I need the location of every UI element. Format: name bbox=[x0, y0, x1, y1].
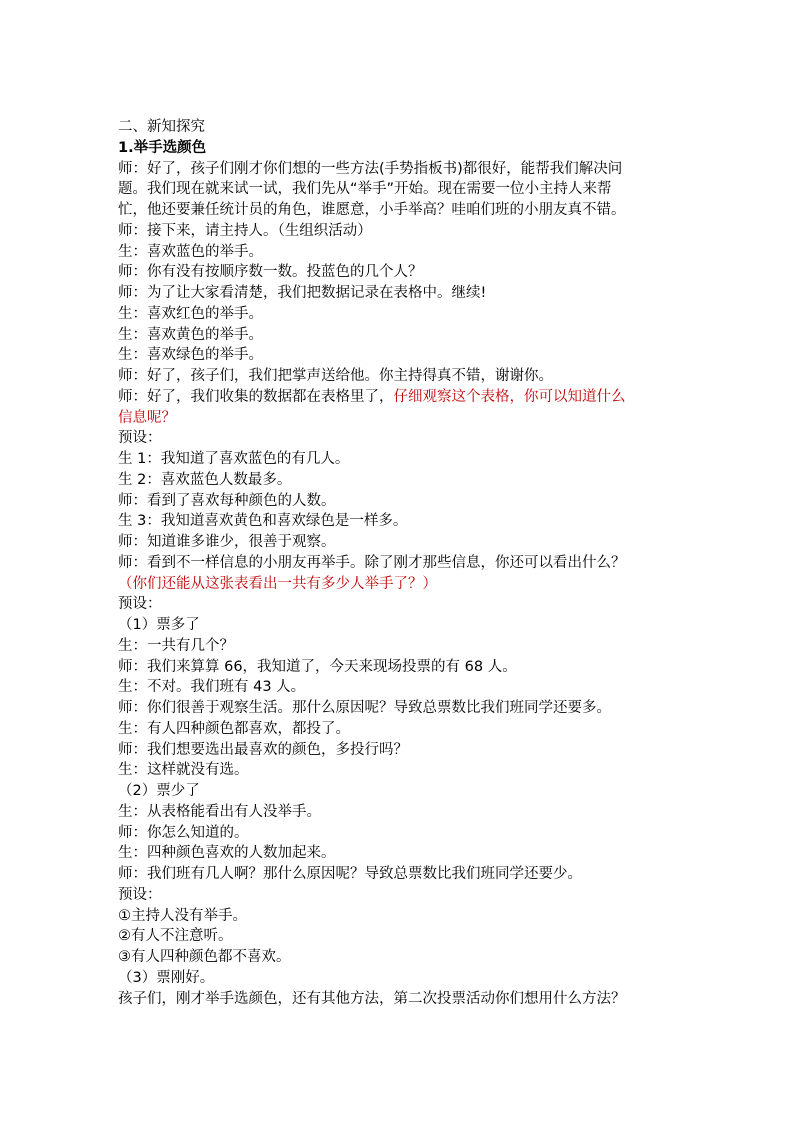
text-line: 预设： bbox=[118, 596, 162, 613]
text-segment: 师：好了，我们收集的数据都在表格里了， bbox=[118, 388, 394, 405]
text-line: 生：不对。我们班有 43 人。 bbox=[118, 679, 306, 696]
text-line: 师：看到不一样信息的小朋友再举手。除了刚才那些信息，你还可以看出什么？ bbox=[118, 554, 626, 571]
text-line: 生 3：我知道喜欢黄色和喜欢绿色是一样多。 bbox=[118, 513, 408, 530]
highlighted-question-continued: 信息呢？ bbox=[118, 409, 176, 426]
text-line: 师：我们来算算 66，我知道了，今天来现场投票的有 68 人。 bbox=[118, 658, 517, 675]
text-line: 生：一共有几个？ bbox=[118, 637, 234, 654]
text-line: （3）票刚好。 bbox=[118, 969, 215, 986]
text-line: 生：四种颜色喜欢的人数加起来。 bbox=[118, 845, 336, 862]
highlighted-question: 仔细观察这个表格，你可以知道什么 bbox=[393, 388, 626, 405]
text-line: 生：有人四种颜色都喜欢，都投了。 bbox=[118, 720, 350, 737]
text-line: 师：为了让大家看清楚，我们把数据记录在表格中。继续! bbox=[118, 285, 487, 301]
text-line: 生：喜欢红色的举手。 bbox=[118, 305, 263, 322]
text-line: 生：这样就没有选。 bbox=[118, 762, 249, 779]
text-line: 生：从表格能看出有人没举手。 bbox=[118, 803, 321, 820]
text-line: 师：看到了喜欢每种颜色的人数。 bbox=[118, 492, 336, 509]
text-line: 生 2：喜欢蓝色人数最多。 bbox=[118, 471, 292, 488]
text-line: 孩子们，刚才举手选颜色，还有其他方法，第二次投票活动你们想用什么方法？ bbox=[118, 990, 626, 1007]
section-title: 二、新知探究 bbox=[118, 119, 205, 135]
text-line: 题。我们现在就来试一试，我们先从“举手”开始。现在需要一位小主持人来帮 bbox=[118, 181, 612, 198]
text-line-mixed bbox=[118, 387, 678, 408]
text-line: 忙，他还要兼任统计员的角色，谁愿意，小手举高？哇咱们班的小朋友真不错。 bbox=[118, 202, 626, 218]
subsection-title: 1.举手选颜色 bbox=[118, 139, 207, 156]
text-line: ①主持人没有举手。 bbox=[118, 907, 247, 924]
text-line: 生：喜欢绿色的举手。 bbox=[118, 347, 263, 364]
text-line: 师：我们班有几人啊？那什么原因呢？导致总票数比我们班同学还要少。 bbox=[118, 866, 582, 882]
text-line: 师：你怎么知道的。 bbox=[118, 824, 249, 841]
text-line: 预设： bbox=[118, 886, 162, 903]
text-line: （1）票多了 bbox=[118, 617, 200, 633]
text-line: （2）票少了 bbox=[118, 783, 200, 799]
text-line: 师：好了，孩子们，我们把掌声送给他。你主持得真不错，谢谢你。 bbox=[118, 368, 553, 384]
text-line: 师：你们很善于观察生活。那什么原因呢？导致总票数比我们班同学还要多。 bbox=[118, 700, 611, 716]
text-line: 师：你有没有按顺序数一数。投蓝色的几个人？ bbox=[118, 264, 423, 281]
text-line: 预设： bbox=[118, 430, 162, 447]
text-line: ②有人不注意听。 bbox=[118, 928, 233, 945]
text-line: 师：好了，孩子们刚才你们想的一些方法(手势指板书)都很好，能帮我们解决问 bbox=[118, 160, 623, 177]
highlighted-prompt: （你们还能从这张表看出一共有多少人举手了？） bbox=[118, 575, 437, 592]
text-line: 生 1：我知道了喜欢蓝色的有几人。 bbox=[118, 451, 350, 467]
text-line: ③有人四种颜色都不喜欢。 bbox=[118, 949, 291, 965]
text-line: 生：喜欢黄色的举手。 bbox=[118, 326, 263, 343]
text-line: 师：知道谁多谁少，很善于观察。 bbox=[118, 534, 336, 550]
text-line: 生：喜欢蓝色的举手。 bbox=[118, 243, 263, 260]
document-body bbox=[118, 117, 678, 1009]
text-line: 师：接下来，请主持人。（生组织活动） bbox=[118, 222, 372, 239]
text-line: 师：我们想要选出最喜欢的颜色，多投行吗？ bbox=[118, 741, 408, 758]
